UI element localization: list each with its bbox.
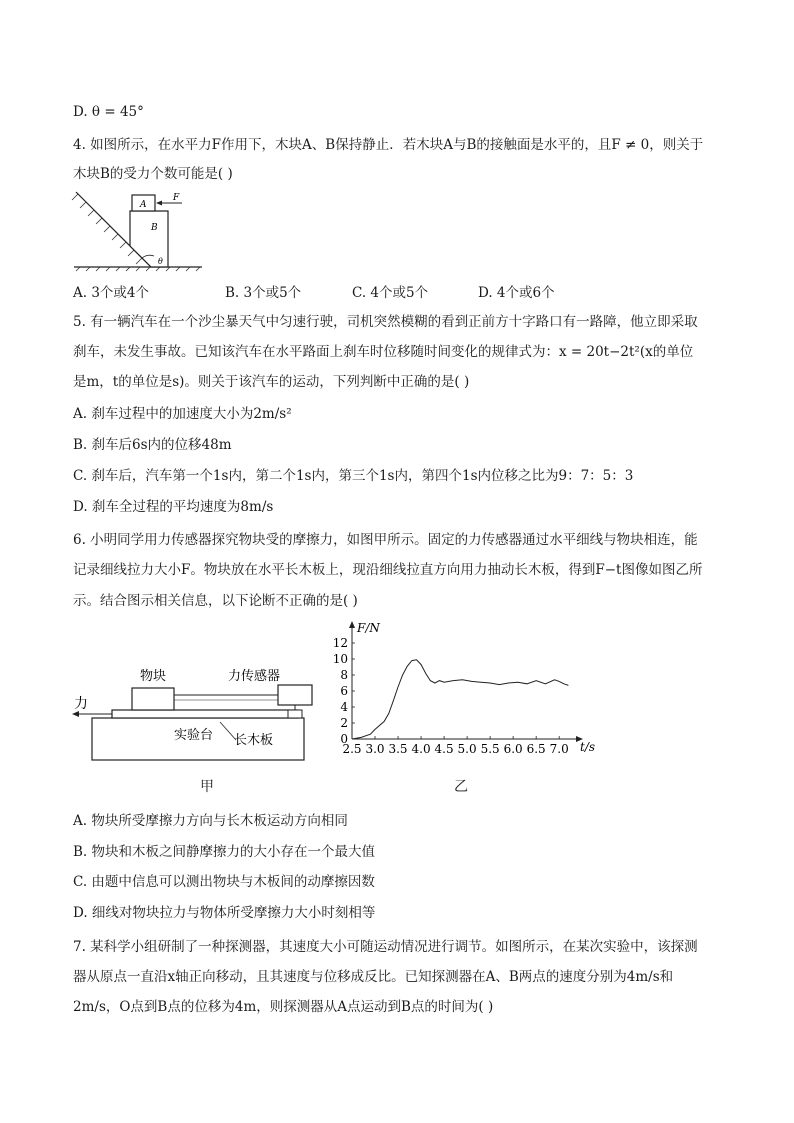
force-sensor — [278, 685, 312, 705]
y-tick-label: 6 — [340, 684, 348, 698]
y-tick-label: 8 — [340, 668, 348, 682]
x-tick-label: 6.0 — [503, 742, 523, 756]
label-b: B — [151, 223, 158, 233]
label-f: F — [173, 193, 180, 203]
label-board: 长木板 — [234, 733, 274, 748]
x-tick-label: 5.0 — [457, 742, 477, 756]
q4-option-d: D. 4个或6个 — [478, 285, 555, 301]
q5-option-b: B. 刹车后6s内的位移48m — [73, 437, 232, 453]
q6-stem-line1: 6. 小明同学用力传感器探究物块受的摩擦力，如图甲所示。固定的力传感器通过水平细线与物块相连，能 — [73, 532, 698, 548]
x-tick-label: 3.5 — [388, 742, 408, 756]
q4-options — [73, 281, 733, 299]
x-tick-label: 5.5 — [480, 742, 500, 756]
x-tick-label: 4.5 — [434, 742, 454, 756]
q5-stem-line3: 是m，t的单位是s)。则关于该汽车的运动，下列判断中正确的是( ) — [73, 374, 470, 390]
x-tick-label: 6.5 — [526, 742, 546, 756]
q5-option-a: A. 刹车过程中的加速度大小为2m/s² — [73, 406, 292, 422]
x-tick-label: 7.0 — [549, 742, 569, 756]
label-a: A — [140, 200, 147, 210]
q6-stem-line3: 示。结合图示相关信息，以下论断不正确的是( ) — [73, 593, 358, 609]
y-tick-label: 2 — [340, 716, 348, 730]
label-block: 物块 — [140, 669, 167, 684]
label-table: 实验台 — [174, 728, 214, 743]
q4-stem-line1: 4. 如图所示，在水平力F作用下，木块A、B保持静止．若木块A与B的接触面是水平的，且F ≠ 0，则关于 — [73, 137, 704, 153]
q6-option-d: D. 细线对物块拉力与物体所受摩擦力大小时刻相等 — [73, 905, 376, 921]
q4-incline-figure — [70, 190, 210, 272]
figure-yi-caption: 乙 — [454, 779, 468, 795]
q6-apparatus-figure — [70, 660, 320, 765]
q6-ft-chart — [315, 615, 615, 763]
q5-stem-line2: 刹车，未发生事故。已知该汽车在水平路面上刹车时位移随时间变化的规律式为：x = 20t−2t²(x的单位 — [73, 344, 694, 360]
q7-stem-line2: 器从原点一直沿x轴正向移动，且其速度与位移成反比。已知探测器在A、B两点的速度分别为4m/s和 — [73, 969, 674, 985]
y-tick-label: 4 — [340, 700, 348, 714]
long-board — [112, 710, 298, 718]
y-tick-label: 12 — [332, 636, 348, 650]
figure-jia-caption: 甲 — [200, 779, 214, 795]
label-force: 力 — [74, 696, 88, 712]
q6-stem-line2: 记录细线拉力大小F。物块放在水平长木板上，现沿细线拉直方向用力抽动长木板，得到F−t图像如图乙所 — [73, 562, 703, 578]
block — [132, 688, 174, 710]
x-axis-label: t/s — [580, 740, 596, 754]
q4-option-c: C. 4个或5个 — [352, 285, 429, 301]
q6-option-c: C. 由题中信息可以测出物块与木板间的动摩擦因数 — [73, 874, 375, 890]
q3-option-d: D. θ = 45° — [73, 104, 144, 120]
x-tick-label: 3.0 — [365, 742, 385, 756]
q6-option-a: A. 物块所受摩擦力方向与长木板运动方向相同 — [73, 813, 348, 829]
q4-stem-line2: 木块B的受力个数可能是( ) — [73, 166, 233, 182]
label-theta: θ — [158, 257, 163, 266]
x-tick-label: 2.5 — [342, 742, 362, 756]
f-t-curve — [352, 660, 568, 739]
x-tick-label: 4.0 — [411, 742, 431, 756]
q5-stem-line1: 5. 有一辆汽车在一个沙尘暴天气中匀速行驶，司机突然模糊的看到正前方十字路口有一路障，他立即采取 — [73, 314, 698, 330]
q4-option-b: B. 3个或5个 — [225, 285, 302, 301]
q7-stem-line3: 2m/s，O点到B点的位移为4m，则探测器从A点运动到B点的时间为( ) — [73, 999, 494, 1015]
label-sensor: 力传感器 — [228, 669, 281, 684]
y-axis-label: F/N — [357, 621, 380, 635]
q7-stem-line1: 7. 某科学小组研制了一种探测器，其速度大小可随运动情况进行调节。如图所示，在某次实验中，该探测 — [73, 939, 698, 955]
q4-option-a: A. 3个或4个 — [73, 285, 150, 301]
q5-option-c: C. 刹车后，汽车第一个1s内，第二个1s内，第三个1s内，第四个1s内位移之比为9：7：5：3 — [73, 468, 634, 484]
y-tick-label: 0 — [340, 732, 348, 746]
q5-option-d: D. 刹车全过程的平均速度为8m/s — [73, 499, 274, 515]
q6-option-b: B. 物块和木板之间静摩擦力的大小存在一个最大值 — [73, 844, 376, 860]
y-tick-label: 10 — [332, 652, 348, 666]
y-axis-arrow — [349, 621, 355, 628]
